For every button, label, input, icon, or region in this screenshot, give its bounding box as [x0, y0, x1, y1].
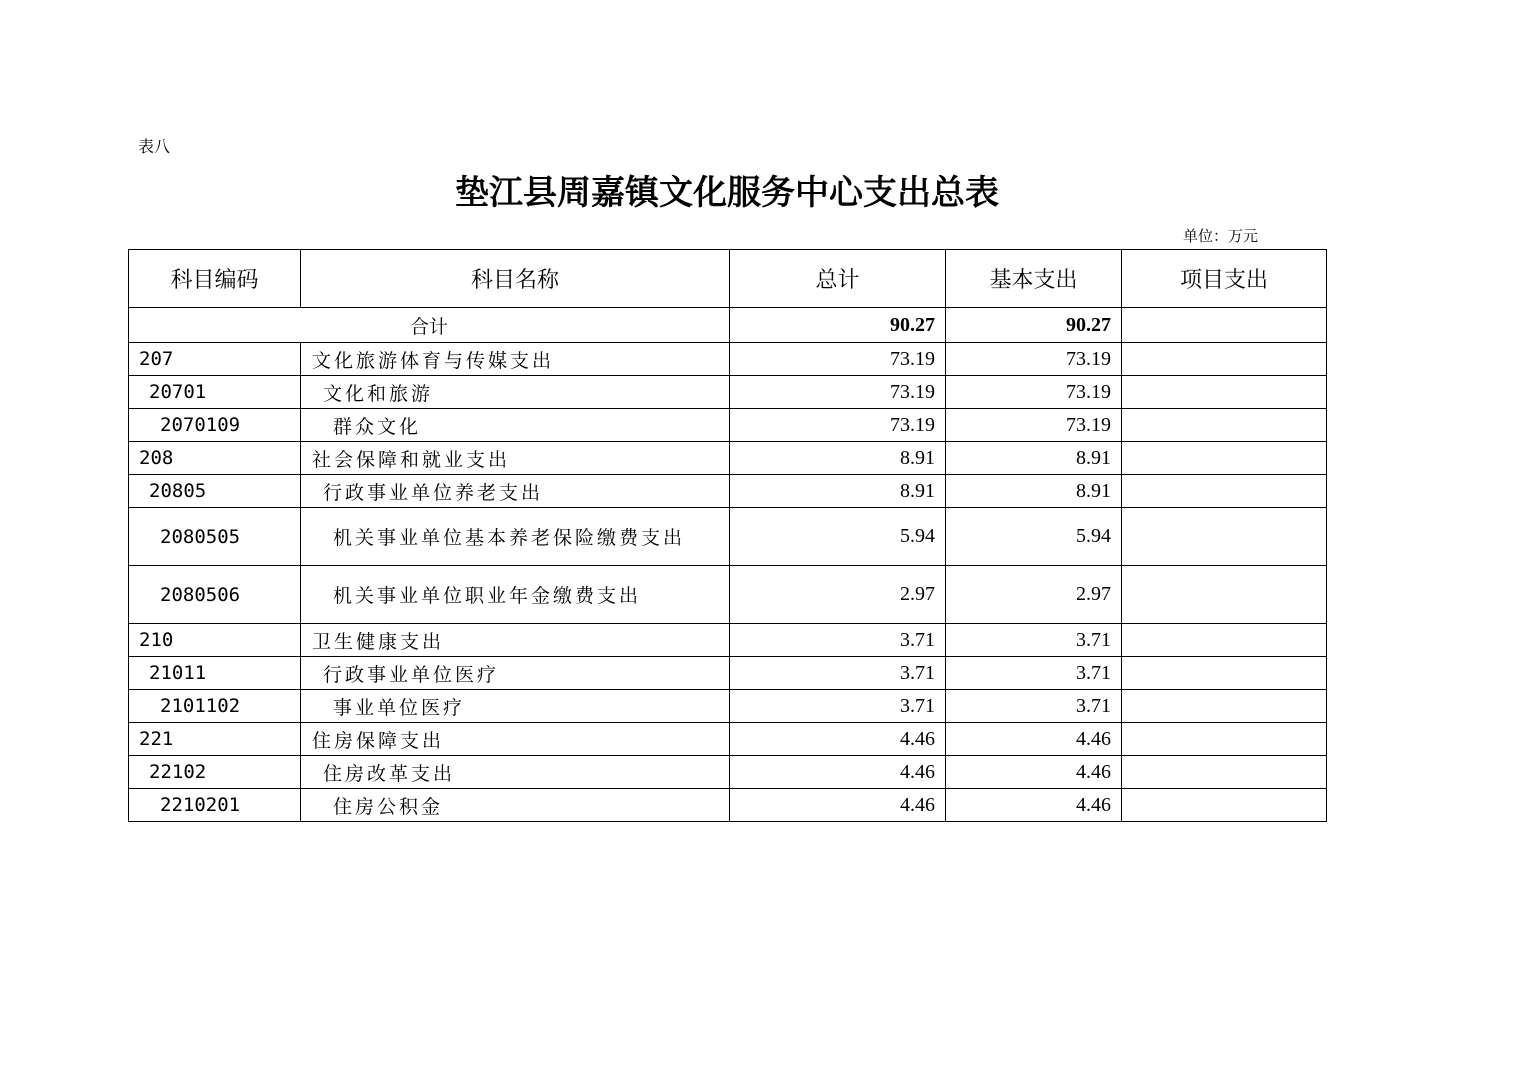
row-project [1122, 508, 1327, 566]
row-name: 文化和旅游 [301, 376, 730, 409]
table-number-label: 表八 [138, 137, 171, 156]
row-project [1122, 409, 1327, 442]
row-name: 社会保障和就业支出 [301, 442, 730, 475]
row-project [1122, 566, 1327, 624]
row-code: 20701 [129, 376, 301, 409]
table-header-row [129, 250, 1327, 308]
table-row [129, 657, 1327, 690]
header-basic: 基本支出 [946, 250, 1122, 308]
row-basic: 3.71 [946, 690, 1122, 723]
row-basic: 5.94 [946, 508, 1122, 566]
row-total: 73.19 [730, 343, 946, 376]
row-code: 20805 [129, 475, 301, 508]
row-project [1122, 624, 1327, 657]
row-code: 2080506 [129, 566, 301, 624]
header-total: 总计 [730, 250, 946, 308]
table-row [129, 756, 1327, 789]
row-code: 208 [129, 442, 301, 475]
row-total: 8.91 [730, 442, 946, 475]
table-row [129, 723, 1327, 756]
row-code: 210 [129, 624, 301, 657]
total-project [1122, 308, 1327, 343]
row-name: 机关事业单位职业年金缴费支出 [301, 566, 730, 624]
row-project [1122, 690, 1327, 723]
unit-label: 单位：万元 [1183, 227, 1259, 245]
row-name: 事业单位医疗 [301, 690, 730, 723]
row-total: 4.46 [730, 723, 946, 756]
total-row [129, 308, 1327, 343]
table-row [129, 343, 1327, 376]
row-code: 2210201 [129, 789, 301, 822]
table-row [129, 442, 1327, 475]
row-total: 3.71 [730, 690, 946, 723]
row-code: 207 [129, 343, 301, 376]
row-basic: 73.19 [946, 409, 1122, 442]
row-total: 3.71 [730, 657, 946, 690]
header-name: 科目名称 [301, 250, 730, 308]
row-basic: 4.46 [946, 789, 1122, 822]
row-name: 住房改革支出 [301, 756, 730, 789]
table-row [129, 789, 1327, 822]
table-row [129, 690, 1327, 723]
table-row [129, 409, 1327, 442]
row-total: 73.19 [730, 376, 946, 409]
row-basic: 3.71 [946, 657, 1122, 690]
row-name: 卫生健康支出 [301, 624, 730, 657]
row-basic: 2.97 [946, 566, 1122, 624]
row-name: 住房保障支出 [301, 723, 730, 756]
row-name: 群众文化 [301, 409, 730, 442]
table-row [129, 508, 1327, 566]
row-basic: 3.71 [946, 624, 1122, 657]
row-project [1122, 756, 1327, 789]
row-name: 住房公积金 [301, 789, 730, 822]
table-row [129, 566, 1327, 624]
row-code: 221 [129, 723, 301, 756]
row-project [1122, 723, 1327, 756]
row-project [1122, 789, 1327, 822]
row-name: 文化旅游体育与传媒支出 [301, 343, 730, 376]
row-basic: 73.19 [946, 343, 1122, 376]
row-basic: 8.91 [946, 442, 1122, 475]
row-project [1122, 657, 1327, 690]
row-basic: 73.19 [946, 376, 1122, 409]
row-total: 2.97 [730, 566, 946, 624]
table-row [129, 624, 1327, 657]
row-code: 21011 [129, 657, 301, 690]
row-name: 行政事业单位养老支出 [301, 475, 730, 508]
total-label: 合计 [129, 308, 730, 343]
row-project [1122, 442, 1327, 475]
row-total: 8.91 [730, 475, 946, 508]
row-basic: 4.46 [946, 723, 1122, 756]
row-project [1122, 376, 1327, 409]
header-project: 项目支出 [1122, 250, 1327, 308]
table-row [129, 475, 1327, 508]
row-code: 2101102 [129, 690, 301, 723]
table-row [129, 376, 1327, 409]
row-project [1122, 475, 1327, 508]
row-project [1122, 343, 1327, 376]
row-total: 3.71 [730, 624, 946, 657]
header-code: 科目编码 [129, 250, 301, 308]
row-code: 22102 [129, 756, 301, 789]
row-code: 2070109 [129, 409, 301, 442]
row-basic: 4.46 [946, 756, 1122, 789]
row-basic: 8.91 [946, 475, 1122, 508]
row-name: 机关事业单位基本养老保险缴费支出 [301, 508, 730, 566]
row-total: 4.46 [730, 756, 946, 789]
page-title: 垫江县周嘉镇文化服务中心支出总表 [455, 173, 999, 213]
total-basic: 90.27 [946, 308, 1122, 343]
row-code: 2080505 [129, 508, 301, 566]
row-total: 73.19 [730, 409, 946, 442]
row-total: 4.46 [730, 789, 946, 822]
row-total: 5.94 [730, 508, 946, 566]
total-total: 90.27 [730, 308, 946, 343]
expenditure-table [128, 249, 1327, 822]
row-name: 行政事业单位医疗 [301, 657, 730, 690]
